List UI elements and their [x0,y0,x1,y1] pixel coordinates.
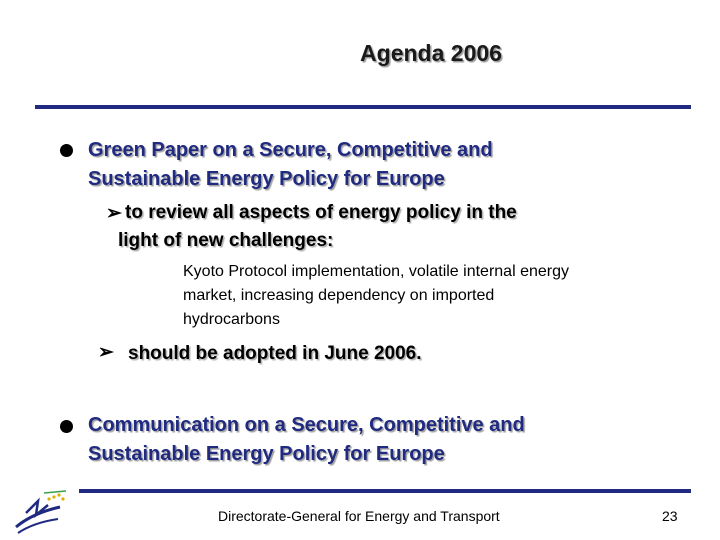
footer-department: Directorate-General for Energy and Transport [218,508,500,524]
eu-stars-logo-icon [8,487,68,537]
detail-line: market, increasing dependency on imported [183,287,495,304]
bullet-icon [60,144,73,157]
bullet-icon [60,420,73,433]
page-number: 23 [662,508,678,524]
sub-point-line: light of new challenges: [118,230,334,251]
detail-text [183,260,569,332]
bullet-heading-line: Sustainable Energy Policy for Europe [88,443,445,465]
bullet-heading-line: Communication on a Secure, Competitive and [88,414,525,436]
slide-title: Agenda 2006 [360,40,502,66]
detail-line: hydrocarbons [183,311,280,328]
footer-divider [79,489,691,493]
arrow-bullet-icon: ➢ [106,203,122,224]
bullet-heading-line: Sustainable Energy Policy for Europe [88,168,445,190]
arrow-bullet-icon: ➢ [98,342,114,363]
title-divider [35,105,691,109]
bullet-heading-line: Green Paper on a Secure, Competitive and [88,139,493,161]
sub-point-line: to review all aspects of energy policy in the [125,202,517,223]
sub-point-line: should be adopted in June 2006. [128,343,422,364]
detail-line: Kyoto Protocol implementation, volatile internal energy [183,263,569,280]
